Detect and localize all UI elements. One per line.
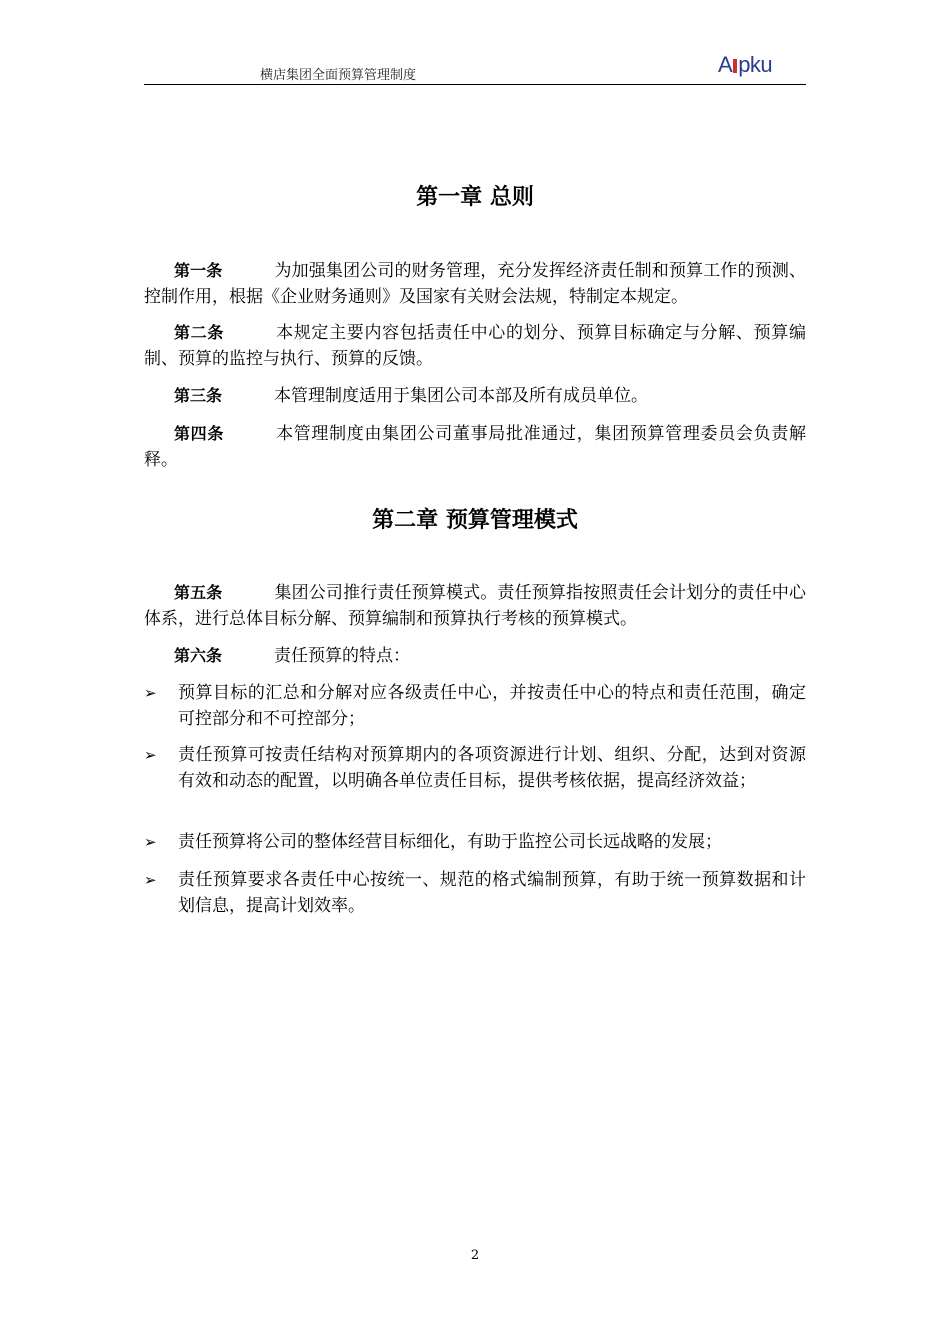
arrow-bullet-icon: ➢ xyxy=(144,833,157,851)
article-text: 集团公司推行责任预算模式。责任预算指按照责任会计划分的责任中心体系，进行总体目标分解、预算编制和预算执行考核的预算模式。 xyxy=(144,583,806,629)
article xyxy=(144,383,806,409)
article-number: 第一条 xyxy=(174,261,223,280)
logo-text-left: A xyxy=(718,52,733,77)
header-divider xyxy=(144,84,806,85)
list-item xyxy=(144,742,806,794)
article-text: 为加强集团公司的财务管理，充分发挥经济责任制和预算工作的预测、控制作用，根据《企业财务通则》及国家有关财会法规，特制定本规定。 xyxy=(144,261,806,307)
logo-mark-icon xyxy=(733,59,737,73)
list-item xyxy=(144,680,806,732)
article-number: 第二条 xyxy=(174,323,225,342)
article-text: 责任预算的特点： xyxy=(274,646,411,666)
article-number: 第三条 xyxy=(174,386,223,405)
page-number: 2 xyxy=(470,1248,480,1263)
list-item xyxy=(144,867,806,919)
chapter-title: 第一章 总则 xyxy=(416,185,534,210)
article-text: 本规定主要内容包括责任中心的划分、预算目标确定与分解、预算编制、预算的监控与执行、预算的反馈。 xyxy=(144,323,806,369)
list-item-text: 责任预算可按责任结构对预算期内的各项资源进行计划、组织、分配，达到对资源有效和动态的配置，以明确各单位责任目标，提供考核依据，提高经济效益； xyxy=(178,745,806,791)
article xyxy=(144,320,806,372)
list-item-text: 责任预算要求各责任中心按统一、规范的格式编制预算，有助于统一预算数据和计划信息，提高计划效率。 xyxy=(178,870,806,916)
header-title: 横店集团全面预算管理制度 xyxy=(260,68,417,83)
article-text: 本管理制度适用于集团公司本部及所有成员单位。 xyxy=(274,386,649,406)
article-number: 第四条 xyxy=(174,424,225,443)
arrow-bullet-icon: ➢ xyxy=(144,746,157,764)
logo-text-right: pku xyxy=(738,52,773,77)
arrow-bullet-icon: ➢ xyxy=(144,684,157,702)
article xyxy=(144,258,806,310)
list-item-text: 预算目标的汇总和分解对应各级责任中心，并按责任中心的特点和责任范围，确定可控部分和不可控部分； xyxy=(178,683,806,729)
article xyxy=(144,421,806,473)
chapter-title: 第二章 预算管理模式 xyxy=(372,508,578,533)
arrow-bullet-icon: ➢ xyxy=(144,871,157,889)
list-item xyxy=(144,829,806,855)
article xyxy=(144,643,806,669)
article-text: 本管理制度由集团公司董事局批准通过，集团预算管理委员会负责解释。 xyxy=(144,424,806,470)
article xyxy=(144,580,806,632)
company-logo xyxy=(718,52,772,78)
article-number: 第五条 xyxy=(174,583,223,602)
list-item-text: 责任预算将公司的整体经营目标细化，有助于监控公司长远战略的发展； xyxy=(178,832,722,852)
article-number: 第六条 xyxy=(174,646,223,665)
